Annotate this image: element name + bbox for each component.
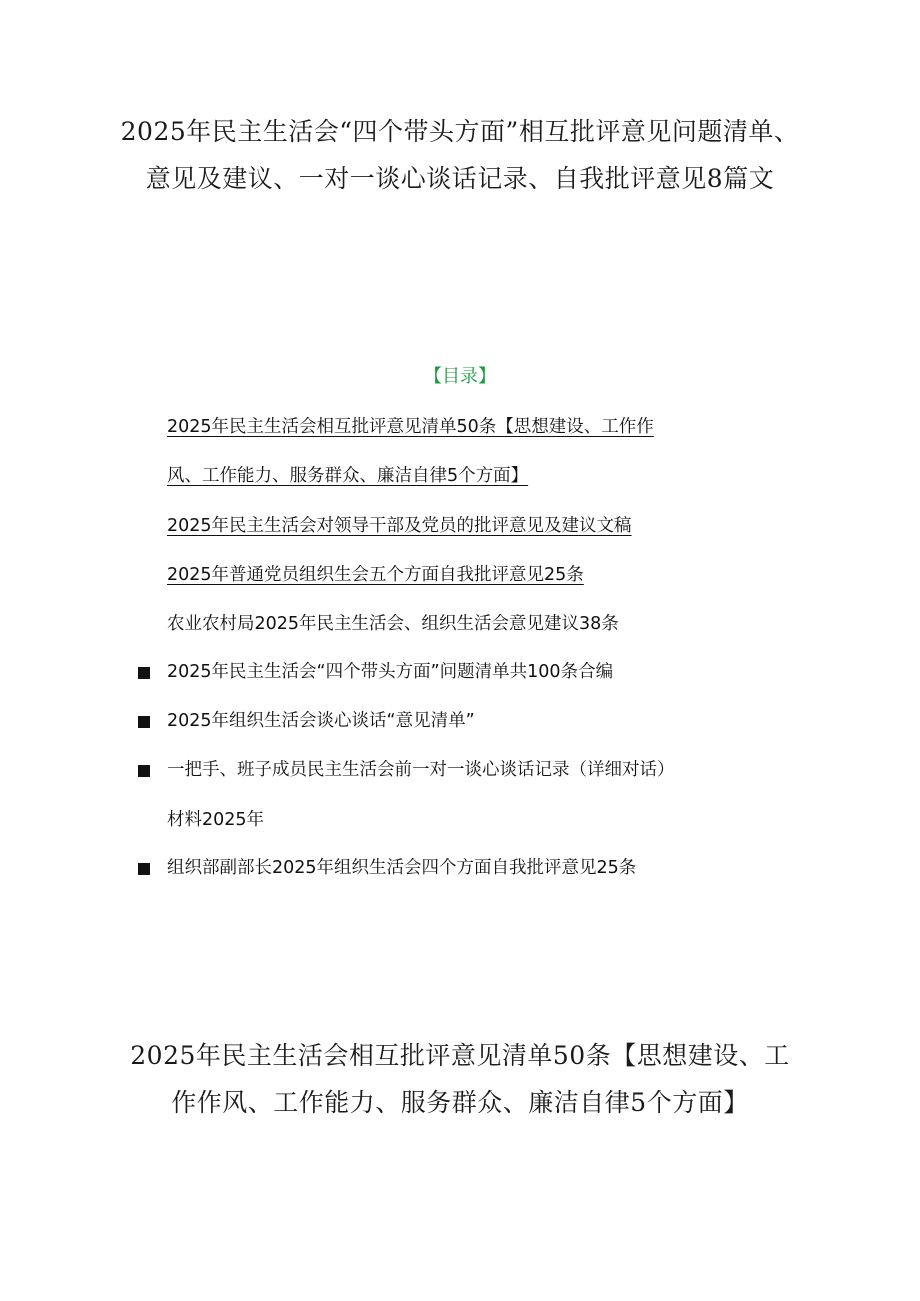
- document-title: 2025年民主生活会“四个带头方面”相互批评意见问题清单、意见及建议、一对一谈心谈话记录、自我批评意见8篇文: [120, 117, 800, 193]
- toc-item-8: 组织部副部长2025年组织生活会四个方面自我批评意见25条: [167, 858, 637, 878]
- toc-item-6: 2025年组织生活会谈心谈话“意见清单”: [167, 711, 475, 731]
- toc-item-7-line2: 材料2025年: [167, 810, 265, 830]
- bullet-square-icon: [138, 716, 150, 728]
- bullet-square-icon: [138, 765, 150, 777]
- section-title: 2025年民主生活会相互批评意见清单50条【思想建设、工作作风、工作能力、服务群众、廉洁自律5个方面】: [130, 1041, 790, 1117]
- bullet-square-icon: [138, 863, 150, 875]
- toc-item-7-line1: 一把手、班子成员民主生活会前一对一谈心谈话记录（详细对话）: [167, 760, 675, 780]
- bullet-square-icon: [138, 667, 150, 679]
- toc-heading: 【目录】: [424, 366, 496, 387]
- toc-link-1-line1[interactable]: 2025年民主生活会相互批评意见清单50条【思想建设、工作作: [167, 417, 654, 437]
- toc-link-2[interactable]: 2025年民主生活会对领导干部及党员的批评意见及建议文稿: [167, 516, 632, 536]
- toc-item-4: 农业农村局2025年民主生活会、组织生活会意见建议38条: [167, 614, 619, 634]
- toc-item-5: 2025年民主生活会“四个带头方面”问题清单共100条合编: [167, 662, 614, 682]
- toc-link-3[interactable]: 2025年普通党员组织生会五个方面自我批评意见25条: [167, 565, 584, 585]
- toc-link-1-line2[interactable]: 风、工作能力、服务群众、廉洁自律5个方面】: [167, 466, 529, 486]
